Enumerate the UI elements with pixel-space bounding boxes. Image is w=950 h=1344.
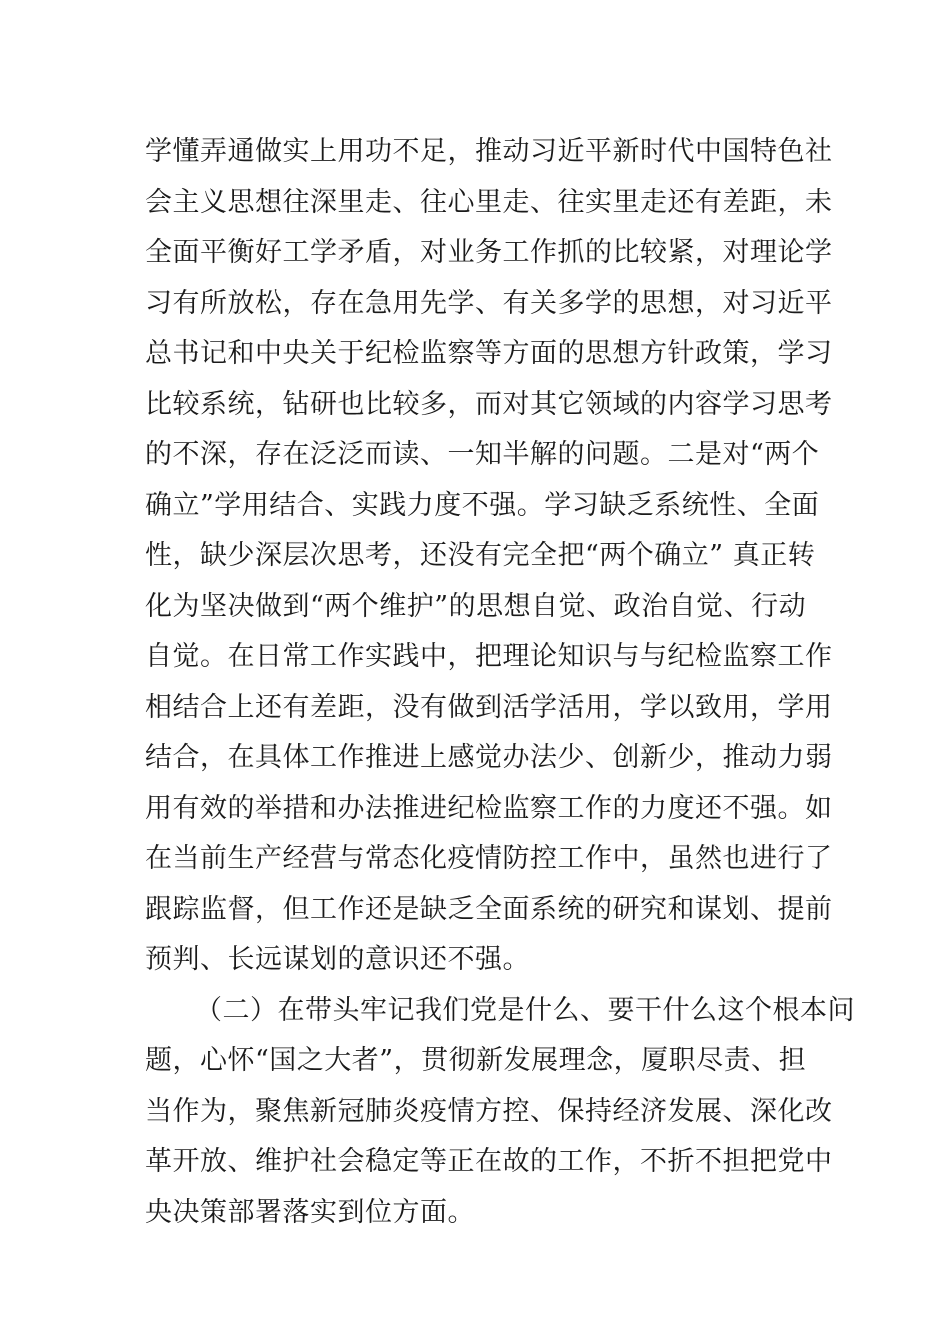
- text-line: 用有效的举措和办法推进纪检监察工作的力度还不强。如: [145, 793, 833, 824]
- text-line: 学懂弄通做实上用功不足，推动习近平新时代中国特色社: [145, 136, 833, 167]
- text-line: 会主义思想往深里走、往心里走、往实里走还有差距，未: [145, 187, 833, 218]
- text-line: 跟踪监督，但工作还是缺乏全面系统的研究和谋划、提前: [145, 894, 833, 925]
- text-line: 在当前生产经营与常态化疫情防控工作中，虽然也进行了: [145, 843, 833, 874]
- text-line: 化为坚决做到“两个维护”的思想自觉、政治自觉、行动: [145, 591, 807, 622]
- text-line: 结合，在具体工作推进上感觉办法少、创新少，推动力弱: [145, 742, 833, 773]
- text-line: 习有所放松，存在急用先学、有关多学的思想，对习近平: [145, 288, 833, 319]
- text-line: 自觉。在日常工作实践中，把理论知识与与纪检监察工作: [145, 641, 833, 672]
- text-line: 比较系统，钻研也比较多，而对其它领域的内容学习思考: [145, 389, 833, 420]
- text-line: 相结合上还有差距，没有做到活学活用，学以致用，学用: [145, 692, 833, 723]
- text-line: 总书记和中央关于纪检监察等方面的思想方针政策，学习: [145, 338, 833, 369]
- text-line: 性，缺少深层次思考，还没有完全把“两个确立” 真正转: [145, 540, 816, 571]
- text-line: 全面平衡好工学矛盾，对业务工作抓的比较紧，对理论学: [145, 237, 833, 268]
- section-heading-line: （二）在带头牢记我们党是什么、要干什么这个根本问: [195, 995, 855, 1026]
- text-line: 题，心怀“国之大者”，贯彻新发展理念，厦职尽责、担: [145, 1045, 807, 1076]
- text-line: 确立”学用结合、实践力度不强。学习缺乏系统性、全面: [145, 490, 820, 521]
- text-line: 央决策部署落实到位方面。: [145, 1197, 475, 1228]
- text-line: 当作为，聚焦新冠肺炎疫情方控、保持经济发展、深化改: [145, 1096, 833, 1127]
- text-line: 的不深，存在泛泛而读、一知半解的问题。二是对“两个: [145, 439, 820, 470]
- text-line: 预判、长远谋划的意识还不强。: [145, 944, 530, 975]
- text-line: 革开放、维护社会稳定等正在故的工作，不折不担把党中: [145, 1146, 833, 1177]
